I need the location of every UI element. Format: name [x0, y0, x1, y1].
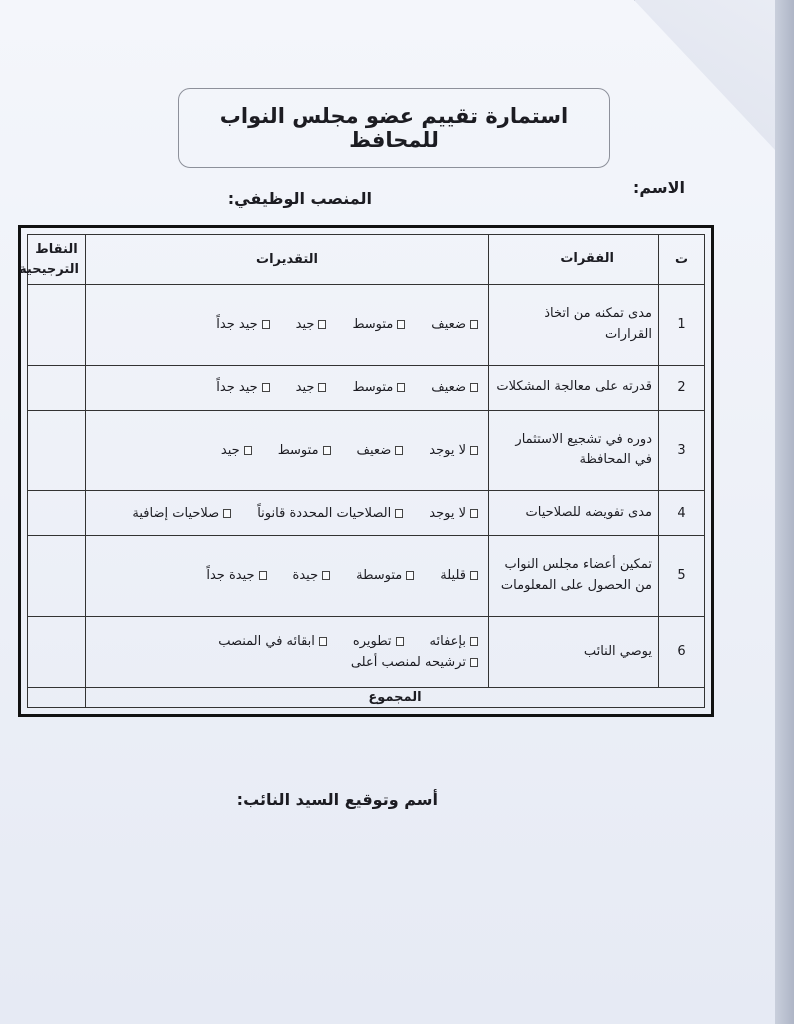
- rating-options: [92, 443, 482, 458]
- table-row: [28, 365, 705, 410]
- rating-checkbox[interactable]: [395, 509, 403, 518]
- rating-options: [92, 506, 482, 521]
- rating-option-label: ضعيف: [431, 380, 466, 396]
- header-items: الفقرات: [489, 235, 659, 285]
- row-number: 3: [659, 410, 705, 491]
- rating-option-label: جيدة: [292, 568, 319, 584]
- header-number: ت: [659, 235, 705, 285]
- header-ratings: التقديرات: [86, 235, 489, 285]
- name-field-label: الاسم:: [632, 178, 685, 197]
- row-item-text: قدرته على معالجة المشكلات: [489, 365, 659, 410]
- rating-checkbox[interactable]: [406, 571, 414, 580]
- rating-checkbox[interactable]: [470, 571, 478, 580]
- rating-option[interactable]: [430, 634, 478, 649]
- rating-option-label: متوسط: [352, 317, 394, 333]
- rating-checkbox[interactable]: [319, 637, 327, 646]
- row-item-text: مدى تمكنه من اتخاذ القرارات: [489, 285, 659, 366]
- row-item-text: مدى تفويضه للصلاحيات: [489, 491, 659, 536]
- rating-options: [92, 568, 482, 583]
- rating-option-label: ضعيف: [431, 317, 466, 333]
- row-item-text: تمكين أعضاء مجلس النواب من الحصول على المعلومات: [489, 536, 659, 617]
- rating-option-label: جيد: [220, 442, 240, 458]
- rating-option[interactable]: [218, 634, 327, 649]
- total-row: [28, 688, 705, 708]
- rating-option[interactable]: [429, 443, 478, 458]
- rating-option-label: ترشيحه لمنصب أعلى: [350, 654, 466, 670]
- rating-option-label: جيد جداً: [216, 317, 258, 333]
- table-row: [28, 410, 705, 491]
- rating-option-label: الصلاحيات المحددة قانوناً: [257, 505, 392, 521]
- rating-option[interactable]: [296, 317, 327, 332]
- rating-option[interactable]: [431, 380, 478, 395]
- total-label: المجموع: [86, 688, 705, 708]
- form-title: استمارة تقييم عضو مجلس النواب للمحافظ: [219, 104, 569, 152]
- rating-option-label: لا يوجد: [429, 505, 466, 521]
- rating-option[interactable]: [293, 568, 331, 583]
- rating-option-label: متوسطة: [356, 568, 403, 584]
- rating-options: [92, 317, 482, 332]
- row-number: 6: [659, 616, 705, 687]
- row-number: 5: [659, 536, 705, 617]
- rating-checkbox[interactable]: [262, 320, 270, 329]
- rating-checkbox[interactable]: [470, 320, 478, 329]
- row-ratings: [86, 536, 489, 617]
- rating-option-label: لا يوجد: [429, 442, 466, 458]
- row-item-text: يوصي النائب: [489, 616, 659, 687]
- row-ratings: [86, 285, 489, 366]
- table-row: [28, 285, 705, 366]
- table-body: [28, 285, 705, 688]
- rating-checkbox[interactable]: [395, 446, 403, 455]
- rating-checkbox[interactable]: [259, 571, 267, 580]
- rating-option-label: بإعفائه: [429, 633, 466, 649]
- rating-checkbox[interactable]: [470, 637, 478, 646]
- rating-option-label: ضعيف: [356, 442, 392, 458]
- row-ratings: [86, 365, 489, 410]
- rating-option[interactable]: [429, 506, 478, 521]
- rating-option[interactable]: [206, 568, 266, 583]
- row-points-cell[interactable]: [28, 285, 86, 366]
- table-row: [28, 616, 705, 687]
- rating-option-label: جيد: [295, 380, 315, 396]
- rating-checkbox[interactable]: [397, 383, 405, 392]
- rating-option[interactable]: [351, 655, 478, 670]
- rating-option[interactable]: [431, 317, 478, 332]
- rating-option-label: متوسط: [352, 380, 394, 396]
- rating-option-label: متوسط: [277, 442, 319, 458]
- row-points-cell[interactable]: [28, 536, 86, 617]
- row-points-cell[interactable]: [28, 410, 86, 491]
- rating-checkbox[interactable]: [223, 509, 231, 518]
- rating-checkbox[interactable]: [244, 446, 252, 455]
- rating-checkbox[interactable]: [396, 637, 404, 646]
- rating-option[interactable]: [257, 506, 403, 521]
- rating-option[interactable]: [216, 317, 269, 332]
- row-ratings: [86, 410, 489, 491]
- row-number: 1: [659, 285, 705, 366]
- folded-corner: [634, 0, 775, 150]
- rating-option[interactable]: [353, 634, 404, 649]
- table-row: [28, 491, 705, 536]
- row-points-cell[interactable]: [28, 491, 86, 536]
- row-number: 2: [659, 365, 705, 410]
- row-ratings: [86, 491, 489, 536]
- rating-checkbox[interactable]: [470, 509, 478, 518]
- rating-checkbox[interactable]: [318, 383, 326, 392]
- evaluation-table: [19, 234, 705, 708]
- rating-option-label: تطويره: [352, 633, 392, 649]
- rating-option[interactable]: [357, 443, 404, 458]
- table-row: [28, 536, 705, 617]
- table-header-row: [28, 235, 705, 285]
- title-box: [178, 88, 610, 168]
- rating-option-label: صلاحيات إضافية: [132, 505, 220, 521]
- row-points-cell[interactable]: [28, 616, 86, 687]
- rating-checkbox[interactable]: [397, 320, 405, 329]
- rating-option[interactable]: [356, 568, 414, 583]
- rating-option[interactable]: [440, 568, 478, 583]
- rating-checkbox[interactable]: [262, 383, 270, 392]
- rating-option-label: جيد جداً: [216, 380, 258, 396]
- rating-option-label: ابقائه في المنصب: [218, 633, 315, 649]
- rating-option-label: جيد: [295, 317, 315, 333]
- row-ratings: [86, 616, 489, 687]
- row-number: 4: [659, 491, 705, 536]
- rating-option-label: قليلة: [440, 568, 466, 584]
- rating-option[interactable]: [216, 380, 269, 395]
- rating-checkbox[interactable]: [323, 446, 331, 455]
- rating-options: [92, 380, 482, 395]
- rating-checkbox[interactable]: [322, 571, 330, 580]
- rating-option[interactable]: [352, 380, 405, 395]
- rating-option[interactable]: [132, 506, 231, 521]
- rating-option[interactable]: [278, 443, 331, 458]
- signature-label: أسم وتوقيع السيد النائب:: [236, 790, 438, 809]
- rating-checkbox[interactable]: [470, 383, 478, 392]
- evaluation-table-frame: [18, 225, 714, 717]
- rating-option[interactable]: [221, 443, 252, 458]
- rating-checkbox[interactable]: [470, 446, 478, 455]
- position-field-label: المنصب الوظيفي:: [227, 189, 372, 208]
- rating-option[interactable]: [352, 317, 405, 332]
- rating-options: [92, 634, 482, 670]
- row-item-text: دوره في تشجيع الاستثمار في المحافظة: [489, 410, 659, 491]
- total-points-cell[interactable]: [28, 688, 86, 708]
- rating-option[interactable]: [296, 380, 327, 395]
- header-points: النقاط الترجيحية: [28, 235, 86, 285]
- rating-checkbox[interactable]: [470, 658, 478, 667]
- rating-checkbox[interactable]: [318, 320, 326, 329]
- row-points-cell[interactable]: [28, 365, 86, 410]
- paper-edge: [775, 0, 794, 1024]
- rating-option-label: جيدة جداً: [206, 568, 255, 584]
